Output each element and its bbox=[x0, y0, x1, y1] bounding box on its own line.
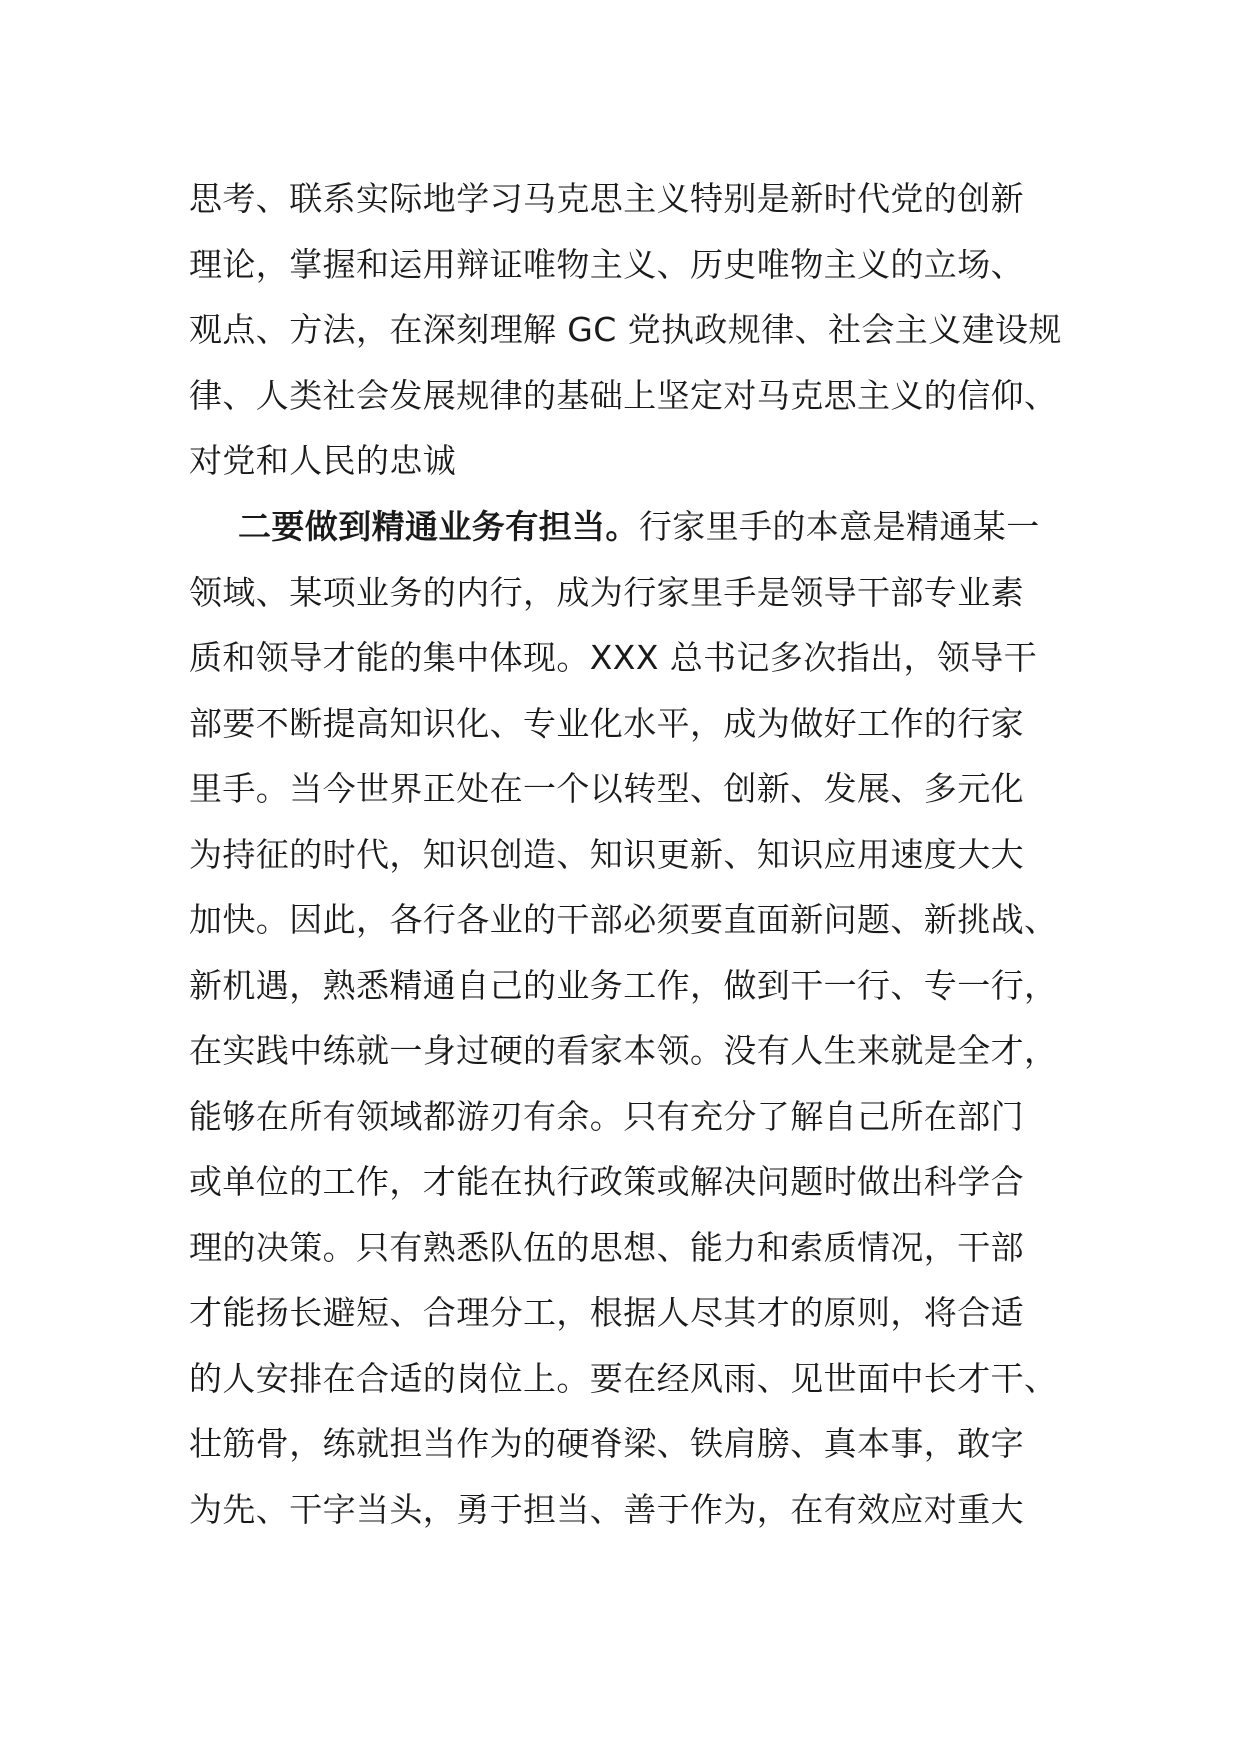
text-line: 部要不断提高知识化、专业化水平，成为做好工作的行家 bbox=[189, 703, 1024, 743]
text-line: 理论，掌握和运用辩证唯物主义、历史唯物主义的立场、 bbox=[189, 244, 1024, 284]
text-line: 的人安排在合适的岗位上。要在经风雨、见世面中长才干、 bbox=[189, 1358, 1058, 1398]
text-line: 思考、联系实际地学习马克思主义特别是新时代党的创新 bbox=[189, 179, 1024, 218]
text-line: 为持征的时代，知识创造、知识更新、知识应用速度大大 bbox=[189, 834, 1024, 874]
text-line: 加快。因此，各行各业的干部必须要直面新问题、新挑战、 bbox=[189, 900, 1058, 939]
text-line: 领域、某项业务的内行，成为行家里手是领导干部专业素 bbox=[189, 572, 1024, 612]
text-line: 或单位的工作，才能在执行政策或解决问题时做出科学合 bbox=[189, 1162, 1024, 1201]
paragraph-continuation bbox=[189, 166, 1069, 494]
text-line: 质和领导才能的集中体现。XXX 总书记多次指出，领导干 bbox=[189, 638, 1038, 677]
text-line: 壮筋骨，练就担当作为的硬脊梁、铁肩膀、真本事，敢字 bbox=[189, 1424, 1024, 1463]
text-line: 律、人类社会发展规律的基础上坚定对马克思主义的信仰、 bbox=[189, 375, 1058, 415]
text-line: 对党和人民的忠诚 bbox=[189, 441, 457, 480]
section-heading: 二要做到精通业务有担当。 bbox=[238, 507, 639, 546]
text-line: 为先、干字当头，勇于担当、善于作为，在有效应对重大 bbox=[189, 1489, 1024, 1529]
first-line-text: 行家里手的本意是精通某一 bbox=[638, 507, 1040, 546]
text-line: 在实践中练就一身过硬的看家本领。没有人生来就是全才， bbox=[189, 1031, 1058, 1070]
paragraph-section-two bbox=[189, 494, 1069, 1542]
text-line: 观点、方法，在深刻理解 GC 党执政规律、社会主义建设规 bbox=[189, 310, 1062, 349]
text-line: 新机遇，熟悉精通自己的业务工作，做到干一行、专一行， bbox=[189, 965, 1058, 1005]
paragraph-first-line bbox=[189, 494, 1069, 560]
text-line: 能够在所有领域都游刃有余。只有充分了解自己所在部门 bbox=[189, 1096, 1024, 1136]
text-line: 才能扬长避短、合理分工，根据人尽其才的原则，将合适 bbox=[189, 1293, 1024, 1332]
text-line: 里手。当今世界正处在一个以转型、创新、发展、多元化 bbox=[189, 769, 1024, 808]
text-line: 理的决策。只有熟悉队伍的思想、能力和索质情况，干部 bbox=[189, 1227, 1024, 1267]
